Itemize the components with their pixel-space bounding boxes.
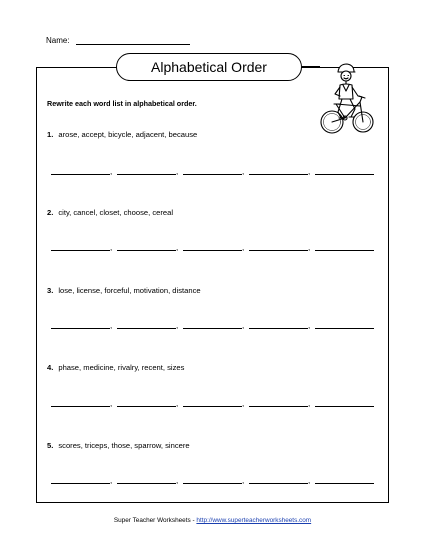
comma: , — [176, 399, 179, 408]
question-words: lose, license, forceful, motivation, distance — [58, 286, 201, 295]
question-2 — [47, 208, 173, 217]
instructions-text: Rewrite each word list in alphabetical order. — [47, 99, 197, 108]
comma: , — [110, 399, 113, 408]
answer-blank[interactable] — [315, 400, 374, 407]
comma: , — [176, 243, 179, 252]
answer-blanks-5 — [51, 477, 379, 484]
answer-blank[interactable] — [117, 322, 176, 329]
comma: , — [110, 167, 113, 176]
question-5 — [47, 441, 190, 450]
answer-blank[interactable] — [51, 477, 110, 484]
question-words: arose, accept, bicycle, adjacent, because — [58, 130, 198, 139]
child-riding-bicycle-icon — [318, 60, 374, 140]
comma: , — [110, 321, 113, 330]
question-3 — [47, 286, 201, 295]
answer-blank[interactable] — [183, 477, 242, 484]
answer-blank[interactable] — [315, 244, 374, 251]
question-number: 1. — [47, 130, 54, 139]
answer-blank[interactable] — [117, 477, 176, 484]
question-number: 5. — [47, 441, 54, 450]
answer-blank[interactable] — [51, 168, 110, 175]
question-number: 4. — [47, 363, 54, 372]
answer-blank[interactable] — [183, 400, 242, 407]
comma: , — [308, 399, 311, 408]
comma: , — [242, 167, 245, 176]
answer-blanks-3 — [51, 322, 379, 329]
answer-blank[interactable] — [51, 244, 110, 251]
answer-blank[interactable] — [315, 477, 374, 484]
comma: , — [242, 243, 245, 252]
answer-blanks-1 — [51, 168, 379, 175]
comma: , — [308, 243, 311, 252]
footer-site-name: Super Teacher Worksheets — [113, 517, 191, 524]
answer-blank[interactable] — [183, 168, 242, 175]
answer-blank[interactable] — [51, 322, 110, 329]
question-words: scores, triceps, those, sparrow, sincere — [58, 441, 190, 450]
worksheet-title: Alphabetical Order — [116, 53, 302, 81]
answer-blank[interactable] — [117, 168, 176, 175]
answer-blank[interactable] — [249, 400, 308, 407]
answer-blank[interactable] — [51, 400, 110, 407]
answer-blank[interactable] — [183, 244, 242, 251]
question-4 — [47, 363, 184, 372]
name-label: Name: — [46, 36, 70, 45]
footer-url-link[interactable]: http://www.superteacherworksheets.com — [196, 517, 312, 524]
answer-blank[interactable] — [117, 244, 176, 251]
question-number: 3. — [47, 286, 54, 295]
name-field-row — [46, 36, 190, 45]
comma: , — [110, 476, 113, 485]
answer-blank[interactable] — [183, 322, 242, 329]
answer-blanks-4 — [51, 400, 379, 407]
answer-blank[interactable] — [249, 477, 308, 484]
answer-blank[interactable] — [315, 168, 374, 175]
comma: , — [308, 167, 311, 176]
question-1 — [47, 130, 197, 139]
comma: , — [176, 167, 179, 176]
comma: , — [242, 399, 245, 408]
footer-separator: - — [190, 517, 197, 524]
answer-blank[interactable] — [249, 168, 308, 175]
comma: , — [176, 321, 179, 330]
answer-blank[interactable] — [315, 322, 374, 329]
answer-blank[interactable] — [117, 400, 176, 407]
comma: , — [242, 321, 245, 330]
footer — [0, 517, 425, 524]
comma: , — [176, 476, 179, 485]
question-words: phase, medicine, rivalry, recent, sizes — [58, 363, 185, 372]
comma: , — [308, 476, 311, 485]
answer-blank[interactable] — [249, 244, 308, 251]
answer-blank[interactable] — [249, 322, 308, 329]
comma: , — [242, 476, 245, 485]
answer-blanks-2 — [51, 244, 379, 251]
question-words: city, cancel, closet, choose, cereal — [58, 208, 174, 217]
comma: , — [308, 321, 311, 330]
name-write-line[interactable] — [76, 36, 190, 45]
comma: , — [110, 243, 113, 252]
question-number: 2. — [47, 208, 54, 217]
